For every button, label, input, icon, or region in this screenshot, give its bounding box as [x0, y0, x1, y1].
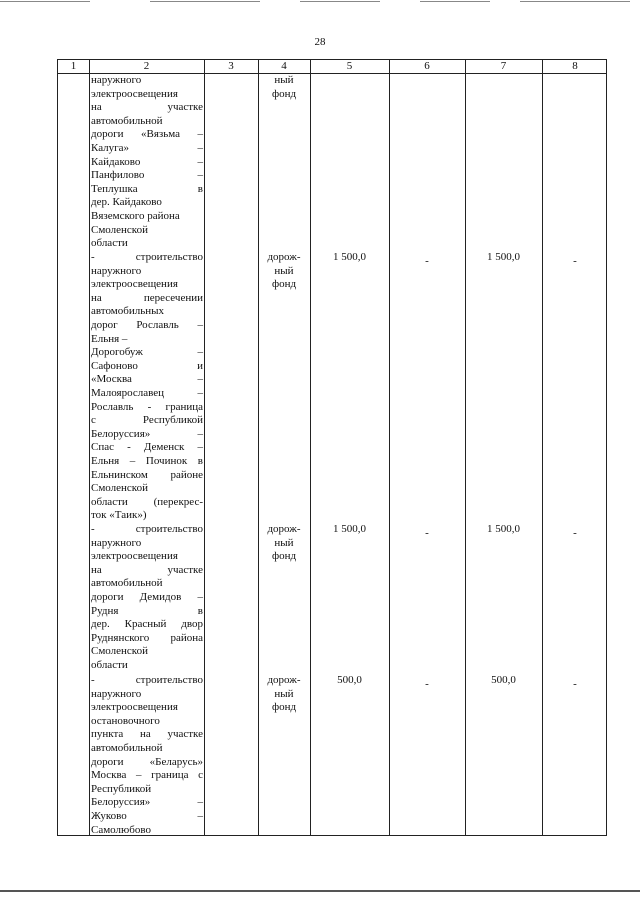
- desc-line: Теплушка в: [91, 182, 203, 195]
- desc-line: Кайдаково –: [91, 155, 203, 168]
- fund-line: дорож-: [267, 523, 301, 535]
- desc-line: Вяземского района: [91, 209, 180, 222]
- desc-line: дороги «Вязьма –: [91, 128, 203, 141]
- page-number: 28: [314, 36, 326, 48]
- desc-line: Ельня – Починок в: [91, 454, 203, 467]
- table: [57, 59, 607, 836]
- desc-line: дер. Кайдаково: [91, 196, 162, 209]
- desc-line: Руднянского района: [91, 631, 203, 644]
- row-1-col-6: -: [425, 255, 429, 267]
- row-1-fund: [258, 251, 310, 292]
- desc-line: Калуга» –: [91, 141, 203, 154]
- desc-line: Белоруссия» –: [91, 427, 203, 440]
- fund-line: фонд: [271, 278, 297, 291]
- desc-line: Ельня –: [91, 332, 128, 345]
- fund-line: ный: [274, 687, 294, 700]
- desc-line: Белоруссия» –: [91, 796, 203, 809]
- row-2-fund: [258, 523, 310, 564]
- desc-line: на участке: [91, 101, 203, 114]
- row-0-description: [91, 74, 203, 251]
- desc-line: дороги Демидов –: [91, 590, 203, 603]
- fund-line: ный: [274, 74, 294, 86]
- row-3-col-5: 500,0: [337, 674, 362, 686]
- desc-line: наружного: [91, 74, 142, 86]
- desc-line: с Республикой: [91, 414, 203, 427]
- header-col-7: 7: [500, 60, 507, 72]
- desc-line: ток «Таик»): [91, 509, 147, 522]
- desc-line: электроосвещения: [91, 701, 178, 714]
- header-col-3: 3: [228, 60, 234, 72]
- desc-line: на пересечении: [91, 291, 203, 304]
- header-col-1: 1: [70, 60, 77, 72]
- desc-line: на участке: [91, 563, 203, 576]
- desc-line: автомобильной: [91, 741, 163, 754]
- desc-line: автомобильной: [91, 577, 163, 590]
- fund-line: дорож-: [267, 674, 301, 686]
- desc-line: электроосвещения: [91, 550, 178, 563]
- desc-line: дер. Красный двор: [91, 618, 203, 631]
- header-col-8: 8: [572, 60, 578, 72]
- bottom-scan-edge: [0, 890, 640, 892]
- row-2-col-8: -: [573, 527, 577, 539]
- row-1-col-7: 1 500,0: [487, 251, 520, 263]
- fund-line: ный: [274, 264, 294, 277]
- desc-line: Спас - Деменск –: [91, 441, 203, 454]
- row-3-col-7: 500,0: [491, 674, 516, 686]
- header-col-4: 4: [281, 60, 287, 72]
- top-scan-edge: [0, 0, 640, 4]
- desc-line: Рудня в: [91, 604, 203, 617]
- col-divider: [258, 60, 259, 835]
- desc-line: Жуково –: [91, 809, 203, 822]
- row-1-col-5: 1 500,0: [333, 251, 366, 263]
- fund-line: ный: [274, 536, 294, 549]
- desc-line: Дорогобуж –: [91, 346, 203, 359]
- desc-line: наружного: [91, 536, 142, 549]
- desc-line: автомобильных: [91, 305, 164, 318]
- fund-line: дорож-: [267, 251, 301, 263]
- row-2-description: [91, 523, 203, 673]
- row-1-description: [91, 251, 203, 523]
- col-divider: [310, 60, 311, 835]
- header-col-2: 2: [143, 60, 150, 72]
- row-0-fund: [258, 74, 310, 101]
- row-2-col-5: 1 500,0: [333, 523, 366, 535]
- col-divider: [465, 60, 466, 835]
- desc-line: Смоленской: [91, 645, 148, 658]
- desc-line: области: [91, 658, 128, 671]
- desc-line: области (перекрес-: [91, 495, 203, 508]
- desc-line: Смоленской: [91, 482, 148, 495]
- desc-line: - строительство: [91, 251, 203, 263]
- row-2-col-7: 1 500,0: [487, 523, 520, 535]
- desc-line: Москва – граница с: [91, 769, 203, 782]
- col-divider: [542, 60, 543, 835]
- desc-line: дорог Рославль –: [91, 318, 203, 331]
- col-divider: [204, 60, 205, 835]
- row-3-description: [91, 674, 203, 837]
- desc-line: дороги «Беларусь»: [91, 755, 203, 768]
- fund-line: фонд: [271, 701, 297, 714]
- row-3-fund: [258, 674, 310, 715]
- desc-line: автомобильной: [91, 114, 163, 127]
- header-col-6: 6: [424, 60, 430, 72]
- desc-line: Республикой: [91, 782, 152, 795]
- desc-line: Самолюбово: [91, 823, 151, 836]
- desc-line: «Москва –: [91, 373, 203, 386]
- row-3-col-8: -: [573, 678, 577, 690]
- desc-line: электроосвещения: [91, 87, 178, 100]
- header-col-5: 5: [346, 60, 353, 72]
- desc-line: пункта на участке: [91, 728, 203, 741]
- row-2-col-6: -: [425, 527, 429, 539]
- desc-line: наружного: [91, 687, 142, 700]
- desc-line: - строительство: [91, 674, 203, 686]
- desc-line: Сафоново и: [91, 359, 203, 372]
- desc-line: Панфилово –: [91, 169, 203, 182]
- col-divider: [389, 60, 390, 835]
- row-1-col-8: -: [573, 255, 577, 267]
- fund-line: фонд: [271, 87, 297, 100]
- desc-line: наружного: [91, 264, 142, 277]
- desc-line: электроосвещения: [91, 278, 178, 291]
- desc-line: - строительство: [91, 523, 203, 535]
- row-3-col-6: -: [425, 678, 429, 690]
- desc-line: Малоярославец –: [91, 386, 203, 399]
- desc-line: остановочного: [91, 714, 160, 727]
- desc-line: Смоленской: [91, 223, 148, 236]
- desc-line: Ельнинском районе: [91, 468, 203, 481]
- desc-line: области: [91, 237, 128, 250]
- col-divider: [89, 60, 90, 835]
- fund-line: фонд: [271, 550, 297, 563]
- desc-line: Рославль - граница: [91, 400, 203, 413]
